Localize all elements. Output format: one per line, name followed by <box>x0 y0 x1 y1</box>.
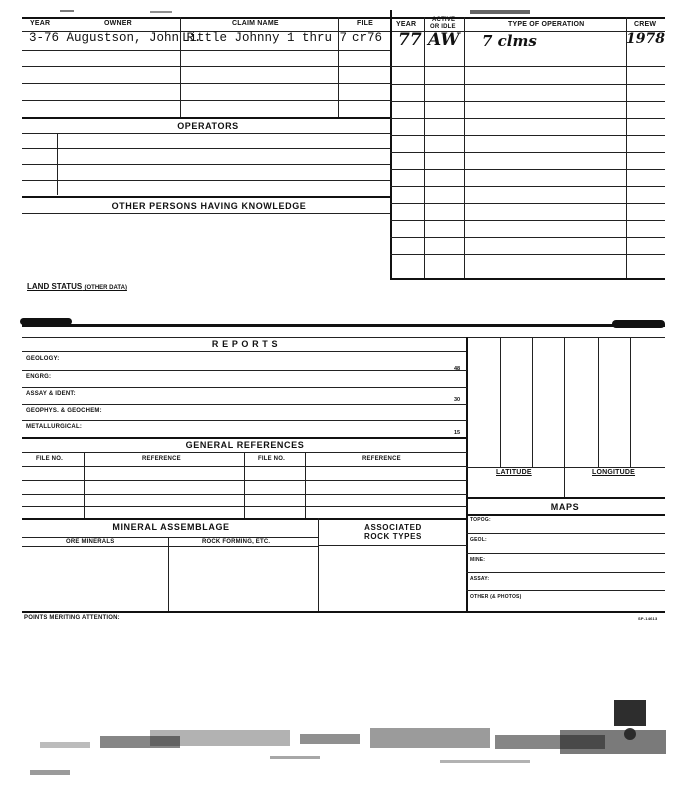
ref-file-no-2: FILE NO. <box>258 456 285 462</box>
header-file: FILE <box>357 20 373 27</box>
maps-geol: GEOL: <box>470 537 487 543</box>
noise-mark <box>300 734 360 744</box>
record-crew-handwritten: 1978 <box>626 31 665 47</box>
ref-reference-1: REFERENCE <box>142 456 181 462</box>
header-crew: CREW <box>634 21 657 28</box>
rock-forming-label: ROCK FORMING, ETC. <box>202 539 271 545</box>
maps-heading: MAPS <box>550 502 580 512</box>
noise-mark <box>614 700 646 726</box>
report-metallurgical: METALLURGICAL: <box>26 424 83 430</box>
noise-mark <box>370 728 490 748</box>
noise-mark <box>624 728 636 740</box>
maps-mine: MINE: <box>470 557 486 563</box>
other-persons-heading: OTHER PERSONS HAVING KNOWLEDGE <box>111 201 307 211</box>
mineral-assemblage-heading: MINERAL ASSEMBLAGE <box>112 522 230 532</box>
report-geophys: GEOPHYS. & GEOCHEM: <box>26 408 102 414</box>
noise-mark <box>560 730 666 754</box>
noise-mark <box>150 11 172 13</box>
header-owner: OWNER <box>104 20 132 27</box>
ore-minerals-label: ORE MINERALS <box>66 539 115 545</box>
noise-mark <box>40 742 90 748</box>
report-assay: ASSAY & IDENT: <box>26 391 76 397</box>
record-operation-handwritten: 7 clms <box>482 32 537 50</box>
header-year-right: YEAR <box>396 21 417 28</box>
ref-file-no-1: FILE NO. <box>36 456 63 462</box>
maps-assay: ASSAY: <box>470 576 490 582</box>
report-geology: GEOLOGY: <box>26 356 60 362</box>
header-year: YEAR <box>30 20 51 27</box>
record-year-handwritten: 77 <box>398 30 422 50</box>
header-claim-name: CLAIM NAME <box>232 20 279 27</box>
noise-mark <box>30 770 70 775</box>
header-or-idle: OR IDLE <box>430 24 456 30</box>
latitude-label: LATITUDE <box>496 469 532 476</box>
noise-mark <box>440 760 530 763</box>
form-number: SP-14613 <box>638 616 658 621</box>
record-file: cr76 <box>352 31 383 45</box>
record-claim-name: Little Johnny 1 thru 7 <box>182 31 348 45</box>
associated-heading: ASSOCIATED <box>364 523 422 532</box>
noise-mark <box>150 730 290 746</box>
general-references-heading: GENERAL REFERENCES <box>185 440 305 450</box>
rock-types-heading: ROCK TYPES <box>363 532 422 541</box>
points-meriting-attention: POINTS MERITING ATTENTION: <box>24 615 120 621</box>
record-status-handwritten: AW <box>428 30 460 50</box>
report-number-30: 30 <box>454 397 461 403</box>
land-status-sublabel: (OTHER DATA) <box>84 285 127 291</box>
report-number-15: 15 <box>454 430 461 436</box>
header-active: ACTIVE <box>432 17 456 23</box>
report-engrg: ENGRG: <box>26 374 52 380</box>
report-number-48: 48 <box>454 366 461 372</box>
maps-other: OTHER (& PHOTOS) <box>470 594 522 600</box>
noise-mark <box>60 10 74 12</box>
ref-reference-2: REFERENCE <box>362 456 401 462</box>
noise-mark <box>470 10 530 14</box>
record-year-owner: 3-76 Augustson, John R. <box>29 31 202 45</box>
operators-heading: OPERATORS <box>177 121 239 131</box>
reports-heading: R E P O R T S <box>211 339 279 349</box>
noise-mark <box>270 756 320 759</box>
land-status-label: LAND STATUS <box>27 282 83 291</box>
maps-topog: TOPOG: <box>470 517 491 523</box>
longitude-label: LONGITUDE <box>592 469 636 476</box>
header-type-of-operation: TYPE OF OPERATION <box>508 21 585 28</box>
